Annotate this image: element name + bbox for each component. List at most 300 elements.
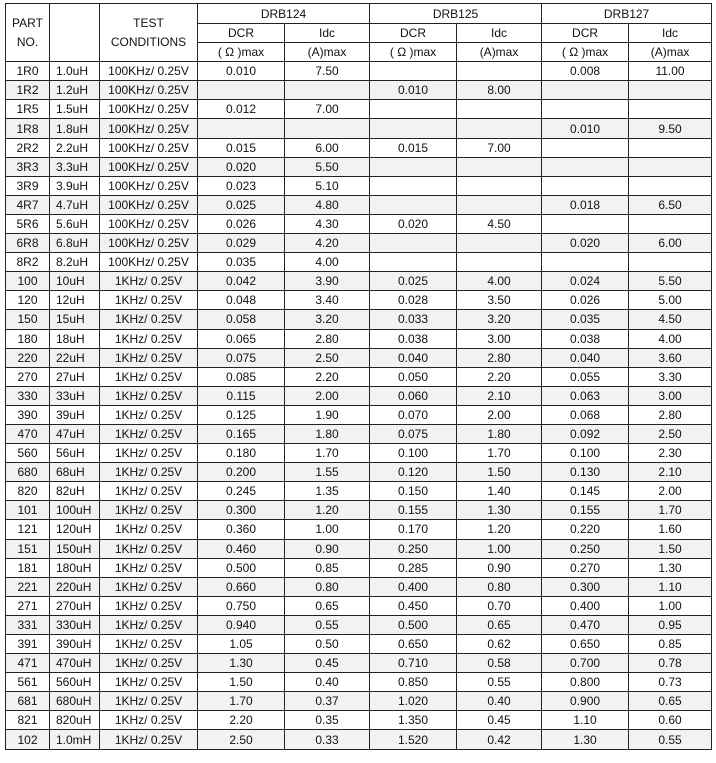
test-condition-cell: 1KHz/ 0.25V [100,386,198,405]
part-no-cell: 5R6 [6,214,50,233]
table-row [6,596,712,615]
test-condition-cell: 1KHz/ 0.25V [100,405,198,424]
drb124-idc-cell: 1.80 [285,424,370,443]
inductance-cell: 15uH [50,310,100,329]
table-row [6,482,712,501]
part-no-cell: 680 [6,463,50,482]
drb127-idc-cell: 2.30 [629,444,712,463]
drb125-idc-cell: 1.70 [457,444,542,463]
drb125-dcr-cell: 1.020 [370,692,457,711]
part-no-cell: 150 [6,310,50,329]
part-no-cell: 330 [6,386,50,405]
drb125-idc-cell [457,195,542,214]
drb125-dcr-cell [370,253,457,272]
drb125-dcr-cell: 0.155 [370,501,457,520]
drb127-idc-cell: 0.95 [629,615,712,634]
idc-header: Idc [457,24,542,43]
part-no-cell: 391 [6,635,50,654]
test-condition-cell: 1KHz/ 0.25V [100,482,198,501]
table-row [6,539,712,558]
drb125-idc-cell [457,253,542,272]
test-condition-cell: 100KHz/ 0.25V [100,176,198,195]
drb125-dcr-cell: 0.025 [370,272,457,291]
drb125-idc-cell: 0.80 [457,577,542,596]
test-condition-cell: 1KHz/ 0.25V [100,444,198,463]
part-no-header-line1: PART [12,15,43,30]
drb124-dcr-cell: 0.025 [198,195,285,214]
test-condition-cell: 1KHz/ 0.25V [100,291,198,310]
table-row [6,558,712,577]
drb124-idc-cell: 1.20 [285,501,370,520]
inductance-cell: 120uH [50,520,100,539]
drb125-dcr-cell: 0.010 [370,81,457,100]
drb124-dcr-cell: 0.125 [198,405,285,424]
inductance-cell: 150uH [50,539,100,558]
drb127-idc-cell: 0.73 [629,673,712,692]
table-row [6,520,712,539]
drb127-idc-cell [629,253,712,272]
drb124-idc-cell: 6.00 [285,138,370,157]
table-row [6,711,712,730]
drb125-idc-cell [457,234,542,253]
inductance-cell: 47uH [50,424,100,443]
drb125-dcr-cell: 0.050 [370,367,457,386]
test-condition-cell: 1KHz/ 0.25V [100,635,198,654]
drb125-idc-cell: 3.00 [457,329,542,348]
drb124-idc-cell: 4.80 [285,195,370,214]
part-no-cell: 331 [6,615,50,634]
drb124-idc-cell: 2.00 [285,386,370,405]
inductance-cell: 100uH [50,501,100,520]
drb124-dcr-cell: 1.30 [198,654,285,673]
drb124-dcr-cell: 0.360 [198,520,285,539]
drb125-dcr-cell: 0.070 [370,405,457,424]
drb125-dcr-cell: 0.710 [370,654,457,673]
idc-header: Idc [285,24,370,43]
drb124-idc-cell: 7.00 [285,100,370,119]
test-condition-cell: 1KHz/ 0.25V [100,654,198,673]
inductance-cell: 18uH [50,329,100,348]
drb125-idc-cell: 2.80 [457,348,542,367]
table-row [6,367,712,386]
table-row [6,501,712,520]
drb124-idc-cell: 4.30 [285,214,370,233]
drb124-idc-cell: 5.10 [285,176,370,195]
drb127-idc-cell: 2.00 [629,482,712,501]
drb124-idc-cell: 3.90 [285,272,370,291]
table-row [6,673,712,692]
table-row [6,272,712,291]
drb125-dcr-cell [370,176,457,195]
drb124-dcr-cell [198,81,285,100]
drb125-dcr-cell: 1.520 [370,730,457,749]
drb125-idc-cell: 0.58 [457,654,542,673]
idc-header: Idc [629,24,712,43]
table-row [6,692,712,711]
series-header-drb125: DRB125 [370,4,542,24]
part-no-cell: 221 [6,577,50,596]
drb127-dcr-cell: 0.040 [542,348,629,367]
drb124-dcr-cell: 0.165 [198,424,285,443]
dcr-header: DCR [198,24,285,43]
part-no-cell: 470 [6,424,50,443]
drb127-idc-cell [629,81,712,100]
drb124-idc-cell: 4.00 [285,253,370,272]
drb124-idc-cell: 3.20 [285,310,370,329]
table-row [6,214,712,233]
drb124-dcr-cell: 0.660 [198,577,285,596]
drb125-dcr-cell: 0.028 [370,291,457,310]
test-condition-cell: 100KHz/ 0.25V [100,119,198,138]
inductance-cell: 1.8uH [50,119,100,138]
test-condition-cell: 1KHz/ 0.25V [100,558,198,577]
drb124-dcr-cell: 0.012 [198,100,285,119]
table-row [6,195,712,214]
inductance-cell: 1.5uH [50,100,100,119]
test-condition-cell: 100KHz/ 0.25V [100,253,198,272]
drb124-idc-cell: 0.90 [285,539,370,558]
idc-unit-header: (A)max [285,43,370,62]
idc-unit-header: (A)max [457,43,542,62]
table-row [6,100,712,119]
drb125-dcr-cell: 1.350 [370,711,457,730]
drb127-dcr-cell: 0.220 [542,520,629,539]
drb125-idc-cell: 0.55 [457,673,542,692]
part-no-cell: 8R2 [6,253,50,272]
part-no-cell: 151 [6,539,50,558]
drb124-idc-cell: 5.50 [285,157,370,176]
test-conditions-header [100,4,198,62]
drb127-dcr-cell: 0.055 [542,367,629,386]
drb124-idc-cell [285,81,370,100]
drb125-dcr-cell: 0.075 [370,424,457,443]
inductance-cell: 470uH [50,654,100,673]
test-condition-cell: 100KHz/ 0.25V [100,81,198,100]
test-condition-cell: 1KHz/ 0.25V [100,596,198,615]
inductance-cell: 220uH [50,577,100,596]
part-no-cell: 120 [6,291,50,310]
drb127-dcr-cell [542,100,629,119]
drb125-idc-cell: 0.70 [457,596,542,615]
drb124-dcr-cell: 0.010 [198,62,285,81]
drb127-idc-cell: 1.30 [629,558,712,577]
inductance-cell: 3.9uH [50,176,100,195]
table-row [6,176,712,195]
drb127-idc-cell [629,157,712,176]
inductance-cell: 3.3uH [50,157,100,176]
drb127-dcr-cell: 0.018 [542,195,629,214]
drb127-dcr-cell [542,214,629,233]
drb127-idc-cell: 5.50 [629,272,712,291]
drb124-idc-cell: 2.80 [285,329,370,348]
table-row [6,291,712,310]
drb127-idc-cell: 0.60 [629,711,712,730]
drb124-idc-cell: 0.37 [285,692,370,711]
inductance-cell: 5.6uH [50,214,100,233]
drb124-dcr-cell: 0.015 [198,138,285,157]
drb127-dcr-cell: 1.10 [542,711,629,730]
drb127-dcr-cell [542,81,629,100]
drb127-idc-cell [629,214,712,233]
test-condition-cell: 1KHz/ 0.25V [100,272,198,291]
drb127-dcr-cell: 0.092 [542,424,629,443]
part-no-cell: 471 [6,654,50,673]
part-no-cell: 560 [6,444,50,463]
test-condition-cell: 100KHz/ 0.25V [100,234,198,253]
drb127-idc-cell: 6.50 [629,195,712,214]
inductance-cell: 56uH [50,444,100,463]
part-no-cell: 6R8 [6,234,50,253]
drb124-idc-cell: 0.80 [285,577,370,596]
table-row [6,81,712,100]
part-no-cell: 3R9 [6,176,50,195]
inductance-cell: 27uH [50,367,100,386]
series-header-drb127: DRB127 [542,4,712,24]
table-row [6,635,712,654]
drb127-dcr-cell: 0.026 [542,291,629,310]
drb124-dcr-cell: 0.042 [198,272,285,291]
drb127-dcr-cell [542,176,629,195]
table-header [6,4,712,62]
test-header-line2: CONDITIONS [110,34,187,49]
drb124-dcr-cell: 0.750 [198,596,285,615]
drb124-dcr-cell: 0.200 [198,463,285,482]
drb127-dcr-cell: 0.038 [542,329,629,348]
part-no-cell: 820 [6,482,50,501]
drb124-idc-cell: 0.55 [285,615,370,634]
drb125-dcr-cell [370,195,457,214]
inductance-cell: 68uH [50,463,100,482]
drb127-dcr-cell: 0.100 [542,444,629,463]
table-row [6,138,712,157]
test-condition-cell: 1KHz/ 0.25V [100,615,198,634]
drb127-idc-cell: 4.50 [629,310,712,329]
drb127-idc-cell: 1.10 [629,577,712,596]
dcr-unit-header: ( Ω )max [370,43,457,62]
drb124-idc-cell: 0.33 [285,730,370,749]
drb127-dcr-cell: 0.020 [542,234,629,253]
inductance-cell: 10uH [50,272,100,291]
drb127-idc-cell: 1.00 [629,596,712,615]
drb124-dcr-cell: 0.460 [198,539,285,558]
dcr-unit-header: ( Ω )max [198,43,285,62]
drb125-idc-cell: 2.00 [457,405,542,424]
part-no-cell: 101 [6,501,50,520]
drb127-idc-cell: 0.65 [629,692,712,711]
part-no-cell: 681 [6,692,50,711]
inductance-cell: 1.0mH [50,730,100,749]
drb127-dcr-cell [542,253,629,272]
drb124-idc-cell: 3.40 [285,291,370,310]
drb127-dcr-cell: 0.700 [542,654,629,673]
inductance-cell: 2.2uH [50,138,100,157]
drb127-idc-cell [629,176,712,195]
drb124-dcr-cell: 0.026 [198,214,285,233]
table-body [6,62,712,749]
drb124-idc-cell: 0.65 [285,596,370,615]
drb124-idc-cell: 2.20 [285,367,370,386]
drb125-idc-cell: 4.00 [457,272,542,291]
test-condition-cell: 1KHz/ 0.25V [100,310,198,329]
drb125-dcr-cell [370,62,457,81]
drb127-idc-cell: 6.00 [629,234,712,253]
drb127-dcr-cell: 1.30 [542,730,629,749]
inductance-cell: 820uH [50,711,100,730]
series-header-drb124: DRB124 [198,4,370,24]
drb125-dcr-cell [370,157,457,176]
drb127-idc-cell: 3.00 [629,386,712,405]
part-no-cell: 1R0 [6,62,50,81]
drb127-dcr-cell: 0.270 [542,558,629,577]
table-row [6,444,712,463]
drb125-dcr-cell [370,100,457,119]
table-row [6,424,712,443]
drb125-dcr-cell [370,119,457,138]
table-row [6,348,712,367]
test-header-line1: TEST [133,15,164,30]
drb124-dcr-cell: 0.300 [198,501,285,520]
drb124-dcr-cell: 0.029 [198,234,285,253]
inductance-cell: 680uH [50,692,100,711]
drb125-idc-cell: 0.45 [457,711,542,730]
drb124-dcr-cell: 0.180 [198,444,285,463]
part-no-cell: 2R2 [6,138,50,157]
drb124-dcr-cell: 1.05 [198,635,285,654]
table-row [6,730,712,749]
part-no-cell: 561 [6,673,50,692]
part-no-cell: 270 [6,367,50,386]
drb127-idc-cell [629,138,712,157]
drb125-idc-cell: 0.65 [457,615,542,634]
drb125-idc-cell: 4.50 [457,214,542,233]
drb125-idc-cell: 1.00 [457,539,542,558]
inductance-cell: 1.0uH [50,62,100,81]
table-row [6,615,712,634]
part-no-cell: 102 [6,730,50,749]
inductance-cell: 330uH [50,615,100,634]
drb125-idc-cell [457,100,542,119]
drb125-idc-cell: 3.20 [457,310,542,329]
drb125-idc-cell: 1.40 [457,482,542,501]
test-condition-cell: 1KHz/ 0.25V [100,539,198,558]
part-no-cell: 1R2 [6,81,50,100]
dcr-header: DCR [370,24,457,43]
drb127-dcr-cell: 0.650 [542,635,629,654]
drb125-dcr-cell: 0.250 [370,539,457,558]
drb127-idc-cell: 3.30 [629,367,712,386]
drb124-dcr-cell [198,119,285,138]
drb124-idc-cell [285,119,370,138]
table-row [6,157,712,176]
table-row [6,386,712,405]
drb127-idc-cell: 2.50 [629,424,712,443]
inductance-cell: 82uH [50,482,100,501]
drb125-idc-cell: 7.00 [457,138,542,157]
drb127-idc-cell: 0.55 [629,730,712,749]
part-no-cell: 390 [6,405,50,424]
drb127-dcr-cell: 0.024 [542,272,629,291]
drb125-idc-cell: 1.50 [457,463,542,482]
inductance-header [50,4,100,62]
drb125-idc-cell [457,176,542,195]
drb124-dcr-cell: 0.020 [198,157,285,176]
drb124-idc-cell: 0.85 [285,558,370,577]
drb127-dcr-cell: 0.130 [542,463,629,482]
drb127-idc-cell: 5.00 [629,291,712,310]
drb124-idc-cell: 4.20 [285,234,370,253]
part-no-header [6,4,50,62]
drb125-dcr-cell: 0.020 [370,214,457,233]
part-no-cell: 121 [6,520,50,539]
test-condition-cell: 1KHz/ 0.25V [100,367,198,386]
drb125-dcr-cell: 0.060 [370,386,457,405]
drb127-dcr-cell: 0.145 [542,482,629,501]
test-condition-cell: 1KHz/ 0.25V [100,730,198,749]
part-no-cell: 3R3 [6,157,50,176]
drb127-idc-cell: 0.85 [629,635,712,654]
drb124-dcr-cell: 0.058 [198,310,285,329]
drb127-dcr-cell: 0.155 [542,501,629,520]
test-condition-cell: 100KHz/ 0.25V [100,62,198,81]
table-row [6,234,712,253]
drb125-idc-cell: 0.90 [457,558,542,577]
table-row [6,329,712,348]
drb127-idc-cell: 1.50 [629,539,712,558]
drb124-idc-cell: 0.50 [285,635,370,654]
inductor-spec-table [5,3,712,750]
inductance-cell: 6.8uH [50,234,100,253]
dcr-header: DCR [542,24,629,43]
drb125-dcr-cell [370,234,457,253]
drb125-dcr-cell: 0.850 [370,673,457,692]
table-row [6,253,712,272]
test-condition-cell: 100KHz/ 0.25V [100,195,198,214]
drb125-dcr-cell: 0.650 [370,635,457,654]
drb125-idc-cell [457,119,542,138]
drb124-dcr-cell: 0.065 [198,329,285,348]
drb127-idc-cell: 2.80 [629,405,712,424]
drb125-dcr-cell: 0.285 [370,558,457,577]
drb124-idc-cell: 0.40 [285,673,370,692]
drb127-idc-cell [629,100,712,119]
test-condition-cell: 1KHz/ 0.25V [100,329,198,348]
drb125-idc-cell [457,62,542,81]
drb125-idc-cell: 8.00 [457,81,542,100]
drb124-idc-cell: 1.90 [285,405,370,424]
test-condition-cell: 1KHz/ 0.25V [100,348,198,367]
drb127-dcr-cell: 0.035 [542,310,629,329]
drb124-dcr-cell: 0.940 [198,615,285,634]
drb125-idc-cell: 2.10 [457,386,542,405]
test-condition-cell: 1KHz/ 0.25V [100,692,198,711]
part-no-header-line2: NO. [16,34,39,49]
inductance-cell: 22uH [50,348,100,367]
drb124-idc-cell: 0.35 [285,711,370,730]
inductance-cell: 8.2uH [50,253,100,272]
table-row [6,577,712,596]
drb125-dcr-cell: 0.400 [370,577,457,596]
part-no-cell: 181 [6,558,50,577]
drb124-idc-cell: 1.55 [285,463,370,482]
drb127-dcr-cell [542,157,629,176]
test-condition-cell: 1KHz/ 0.25V [100,520,198,539]
inductance-cell: 270uH [50,596,100,615]
drb124-dcr-cell: 0.035 [198,253,285,272]
drb124-dcr-cell: 1.70 [198,692,285,711]
test-condition-cell: 100KHz/ 0.25V [100,157,198,176]
drb125-dcr-cell: 0.038 [370,329,457,348]
drb127-idc-cell: 3.60 [629,348,712,367]
